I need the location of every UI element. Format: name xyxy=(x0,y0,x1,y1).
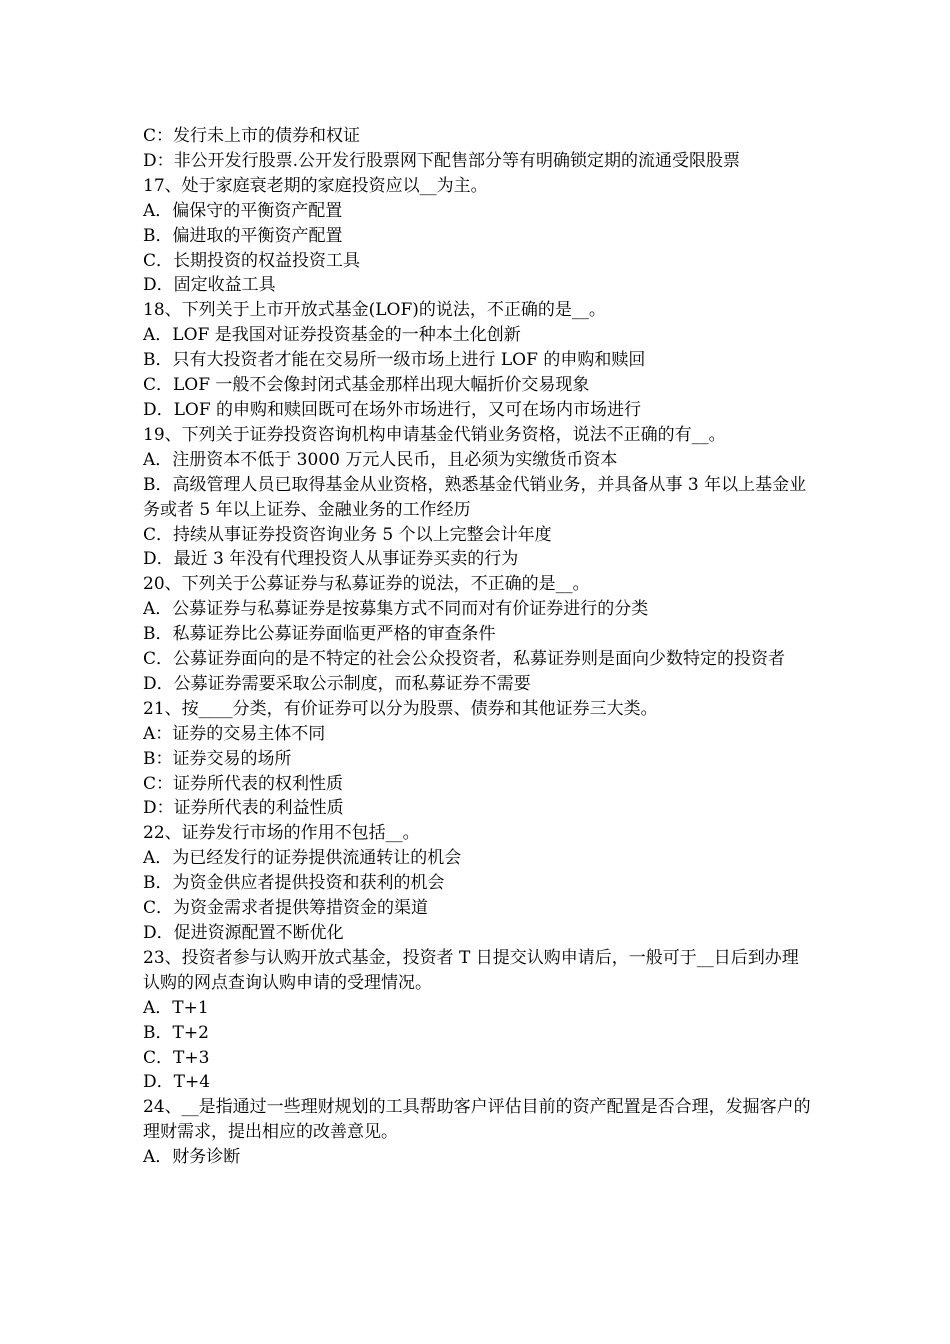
answer-option: C：证券所代表的权利性质 xyxy=(143,773,344,794)
text-line: C：发行未上市的债券和权证 xyxy=(143,126,361,146)
answer-option: A．为已经发行的证券提供流通转让的机会 xyxy=(143,848,462,869)
answer-option: C．为资金需求者提供筹措资金的渠道 xyxy=(143,898,429,919)
answer-option: B．为资金供应者提供投资和获利的机会 xyxy=(143,873,445,894)
question-stem: 24、__是指通过一些理财规划的工具帮助客户评估目前的资产配置是否合理，发掘客户的理财需求，提出相应的改善意见。 xyxy=(143,1097,811,1143)
answer-option: B．私募证券比公募证券面临更严格的审查条件 xyxy=(143,624,496,645)
answer-option: A．T+1 xyxy=(143,997,209,1018)
answer-option: A：证券的交易主体不同 xyxy=(143,723,326,744)
answer-option: B．只有大投资者才能在交易所一级市场上进行 LOF 的申购和赎回 xyxy=(143,350,646,371)
answer-option: D．固定收益工具 xyxy=(143,275,276,296)
answer-option: D．T+4 xyxy=(143,1072,211,1093)
answer-option: B：证券交易的场所 xyxy=(143,748,292,769)
answer-option: A．偏保守的平衡资产配置 xyxy=(143,200,343,221)
answer-option: D：证券所代表的利益性质 xyxy=(143,798,344,819)
question-stem: 19、下列关于证券投资咨询机构申请基金代销业务资格，说法不正确的有__。 xyxy=(143,424,726,445)
text-line: D：非公开发行股票.公开发行股票网下配售部分等有明确锁定期的流通受限股票 xyxy=(143,150,741,171)
question-stem: 23、投资者参与认购开放式基金，投资者 T 日提交认购申请后，一般可于__日后到办理认购的网点查询认购申请的受理情况。 xyxy=(143,947,799,993)
answer-option: C．公募证券面向的是不特定的社会公众投资者，私募证券则是面向少数特定的投资者 xyxy=(143,649,786,670)
question-stem: 18、下列关于上市开放式基金(LOF)的说法，不正确的是__。 xyxy=(143,300,606,321)
question-stem: 20、下列关于公募证券与私募证券的说法，不正确的是__。 xyxy=(143,574,590,595)
question-stem: 17、处于家庭衰老期的家庭投资应以__为主。 xyxy=(143,175,488,196)
answer-option: A．财务诊断 xyxy=(143,1147,241,1168)
answer-option: D．公募证券需要采取公示制度，而私募证券不需要 xyxy=(143,673,531,694)
answer-option: C．持续从事证券投资咨询业务 5 个以上完整会计年度 xyxy=(143,524,552,545)
answer-option: B．高级管理人员已取得基金从业资格，熟悉基金代销业务，并具备从事 3 年以上基金业务或者 5 年以上证券、金融业务的工作经历 xyxy=(143,474,807,520)
answer-option: C．LOF 一般不会像封闭式基金那样出现大幅折价交易现象 xyxy=(143,375,590,396)
answer-option: C．T+3 xyxy=(143,1047,210,1068)
answer-option: D．促进资源配置不断优化 xyxy=(143,923,344,943)
answer-option: D．LOF 的申购和赎回既可在场外市场进行，又可在场内市场进行 xyxy=(143,399,642,420)
answer-option: A．公募证券与私募证券是按募集方式不同而对有价证券进行的分类 xyxy=(143,599,649,620)
answer-option: B．偏进取的平衡资产配置 xyxy=(143,225,343,246)
answer-option: B．T+2 xyxy=(143,1022,209,1043)
answer-option: C．长期投资的权益投资工具 xyxy=(143,250,361,271)
answer-option: D．最近 3 年没有代理投资人从事证券买卖的行为 xyxy=(143,549,519,570)
question-stem: 22、证券发行市场的作用不包括__。 xyxy=(143,823,420,844)
question-stem: 21、按____分类，有价证券可以分为股票、债券和其他证券三大类。 xyxy=(143,698,658,719)
answer-option: A．注册资本不低于 3000 万元人民币，且必须为实缴货币资本 xyxy=(143,449,618,470)
document-body xyxy=(143,124,811,1170)
answer-option: A．LOF 是我国对证券投资基金的一种本土化创新 xyxy=(143,325,521,346)
